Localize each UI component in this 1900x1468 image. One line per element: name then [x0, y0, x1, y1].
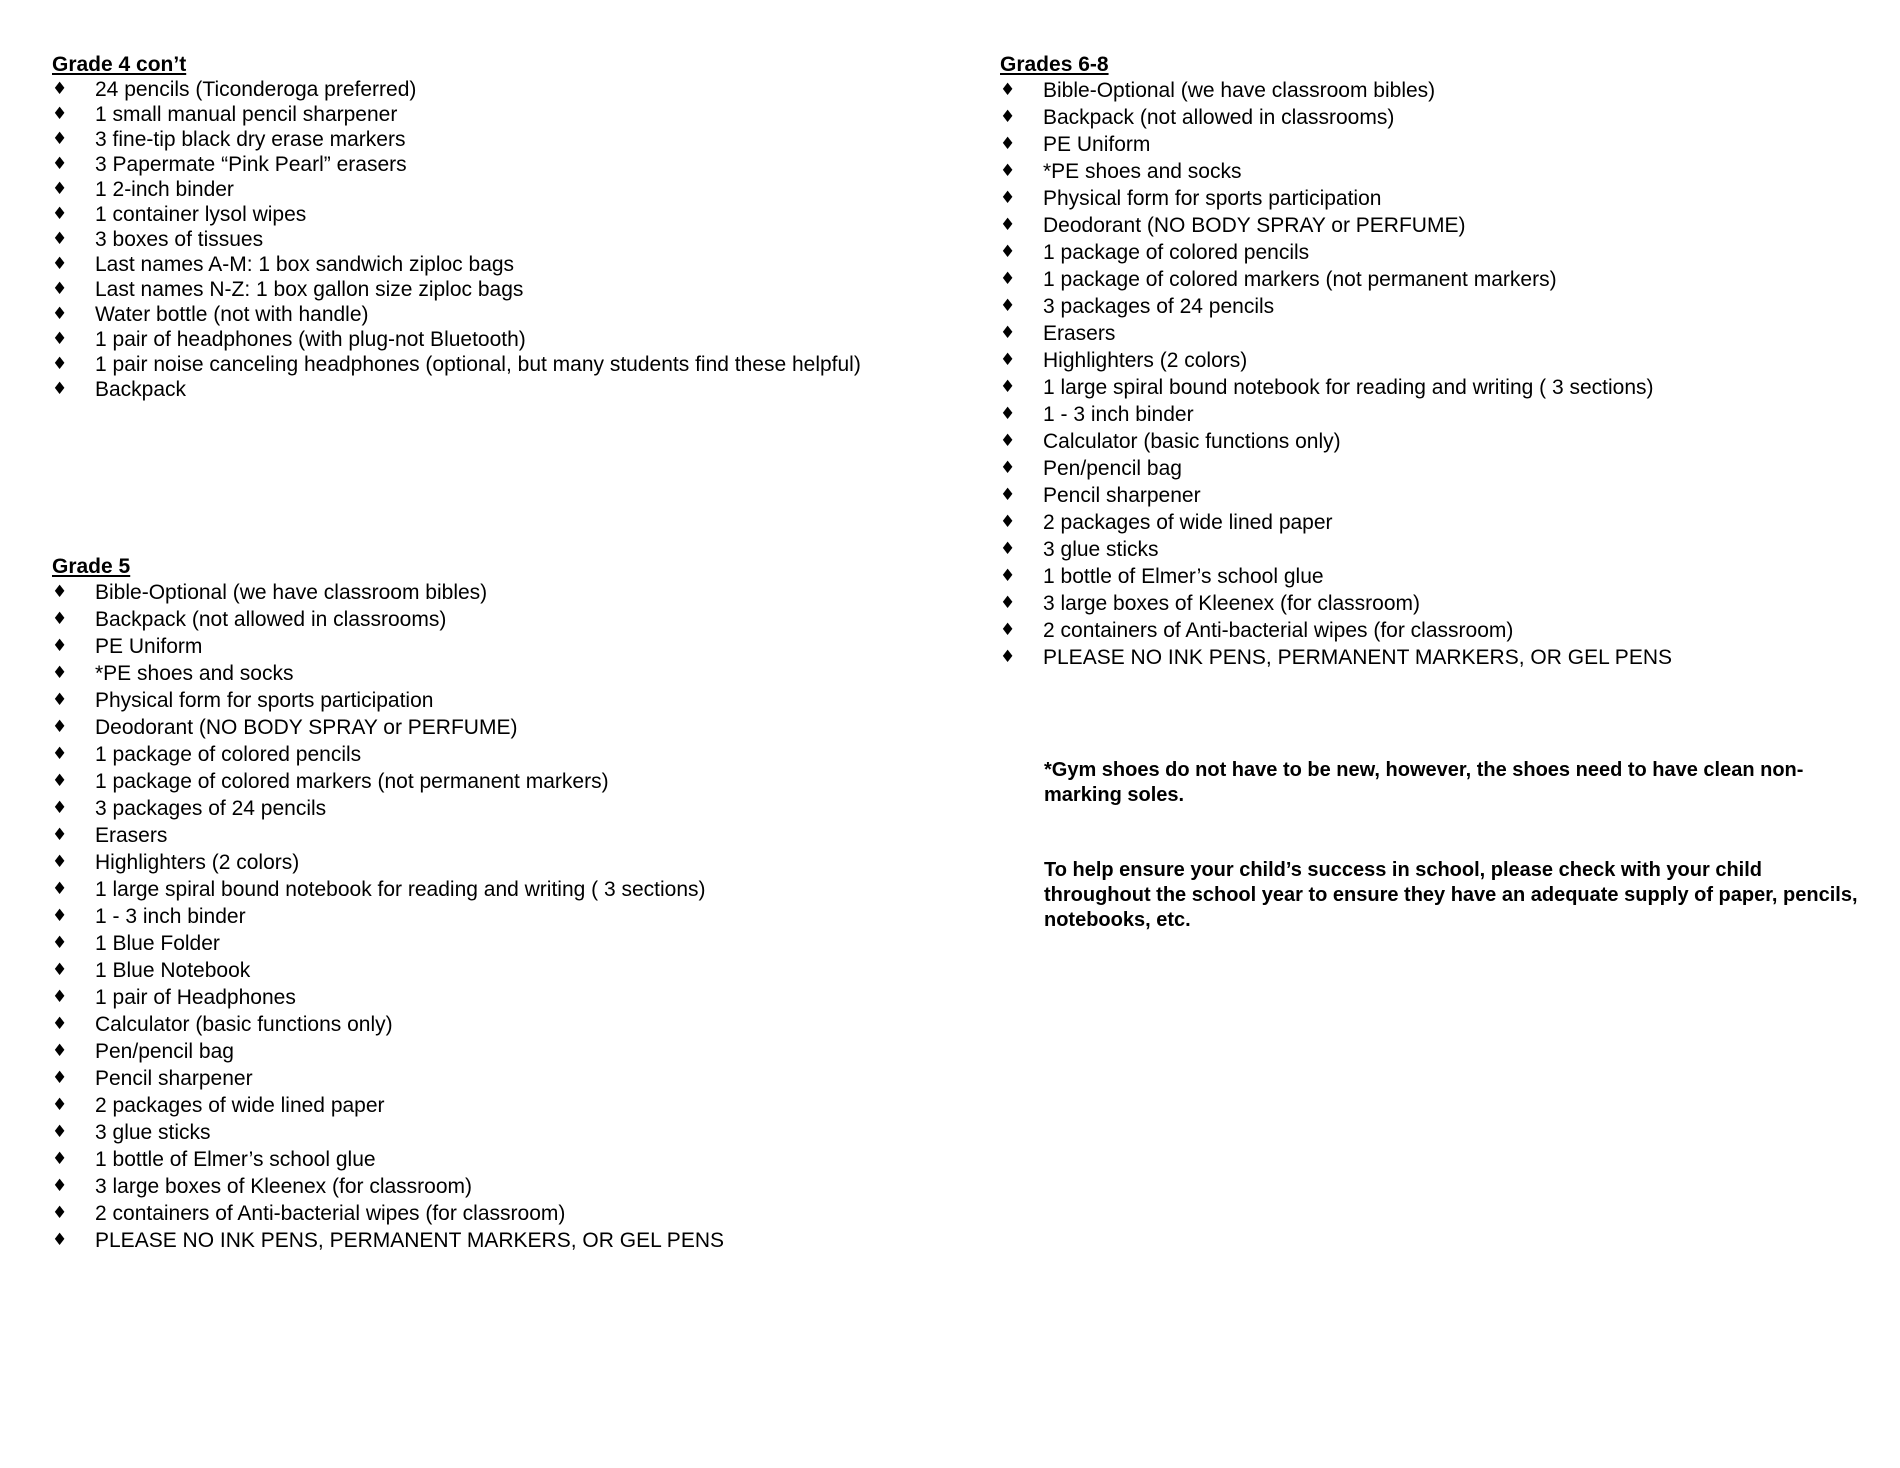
- list-item: [1000, 536, 1159, 563]
- grade-5-supply-list: [52, 579, 724, 1254]
- diamond-bullet-icon: ♦: [1000, 404, 1016, 424]
- list-item-text: PE Uniform: [1043, 133, 1151, 156]
- list-item: [52, 795, 327, 822]
- list-item: [1000, 239, 1310, 266]
- list-item-text: 3 packages of 24 pencils: [95, 797, 327, 820]
- diamond-bullet-icon: ♦: [1000, 269, 1016, 289]
- list-item: [52, 1065, 253, 1092]
- list-item-text: 1 pair noise canceling headphones (optional, but many students find these helpful): [95, 353, 861, 376]
- gym-shoes-note: *Gym shoes do not have to be new, however, the shoes need to have clean non-marking soles.: [1044, 759, 1804, 806]
- list-item: [52, 822, 168, 849]
- list-item: [1000, 590, 1421, 617]
- list-item-text: Water bottle (not with handle): [95, 303, 369, 326]
- grades-6-8-supply-list: [1000, 77, 1672, 671]
- list-item: [52, 1146, 376, 1173]
- list-item-text: Physical form for sports participation: [1043, 187, 1382, 210]
- list-item-text: 1 Blue Folder: [95, 932, 220, 955]
- diamond-bullet-icon: ♦: [52, 1041, 68, 1061]
- diamond-bullet-icon: ♦: [52, 1122, 68, 1142]
- list-item: [52, 660, 294, 687]
- list-item: [1000, 401, 1194, 428]
- supply-check-note: To help ensure your child’s success in school, please check with your child throughout the school year to ensure they have an adequate supply of paper, pencils, notebooks, etc.: [1044, 859, 1858, 931]
- diamond-bullet-icon: ♦: [52, 663, 68, 683]
- list-item: [52, 1173, 473, 1200]
- list-item-text: 1 - 3 inch binder: [95, 905, 246, 928]
- list-item-text: 3 fine-tip black dry erase markers: [95, 128, 406, 151]
- list-item: [52, 102, 398, 127]
- diamond-bullet-icon: ♦: [52, 154, 68, 174]
- diamond-bullet-icon: ♦: [52, 129, 68, 149]
- list-item-text: Last names N-Z: 1 box gallon size ziploc bags: [95, 278, 524, 301]
- list-item: [1000, 644, 1672, 671]
- diamond-bullet-icon: ♦: [52, 1203, 68, 1223]
- list-item-text: 3 glue sticks: [1043, 538, 1159, 561]
- diamond-bullet-icon: ♦: [52, 354, 68, 374]
- diamond-bullet-icon: ♦: [52, 1176, 68, 1196]
- diamond-bullet-icon: ♦: [1000, 485, 1016, 505]
- list-item: [1000, 212, 1466, 239]
- diamond-bullet-icon: ♦: [52, 1068, 68, 1088]
- list-item: [52, 849, 300, 876]
- diamond-bullet-icon: ♦: [52, 1095, 68, 1115]
- list-item-text: 3 glue sticks: [95, 1121, 211, 1144]
- list-item-text: 1 large spiral bound notebook for reading and writing ( 3 sections): [95, 878, 706, 901]
- diamond-bullet-icon: ♦: [52, 933, 68, 953]
- list-item-text: Pen/pencil bag: [1043, 457, 1182, 480]
- list-item: [52, 327, 526, 352]
- list-item: [1000, 77, 1436, 104]
- diamond-bullet-icon: ♦: [52, 609, 68, 629]
- list-item: [1000, 563, 1324, 590]
- list-item: [52, 687, 434, 714]
- list-item-text: PLEASE NO INK PENS, PERMANENT MARKERS, OR GEL PENS: [95, 1229, 724, 1252]
- list-item-text: 1 package of colored markers (not permanent markers): [1043, 268, 1557, 291]
- list-item: [52, 202, 307, 227]
- list-item-text: *PE shoes and socks: [95, 662, 294, 685]
- diamond-bullet-icon: ♦: [1000, 323, 1016, 343]
- list-item-text: 1 pair of Headphones: [95, 986, 296, 1009]
- diamond-bullet-icon: ♦: [52, 960, 68, 980]
- diamond-bullet-icon: ♦: [1000, 215, 1016, 235]
- list-item-text: Bible-Optional (we have classroom bibles): [1043, 79, 1436, 102]
- list-item: [1000, 104, 1395, 131]
- list-item-text: Highlighters (2 colors): [1043, 349, 1248, 372]
- list-item-text: 3 large boxes of Kleenex (for classroom): [95, 1175, 473, 1198]
- list-item: [52, 606, 447, 633]
- grade-4-supply-list: [52, 77, 861, 402]
- list-item: [52, 633, 203, 660]
- list-item-text: Highlighters (2 colors): [95, 851, 300, 874]
- list-item-text: Pencil sharpener: [1043, 484, 1201, 507]
- diamond-bullet-icon: ♦: [52, 104, 68, 124]
- list-item-text: 1 container lysol wipes: [95, 203, 307, 226]
- diamond-bullet-icon: ♦: [1000, 431, 1016, 451]
- list-item: [1000, 158, 1242, 185]
- diamond-bullet-icon: ♦: [52, 254, 68, 274]
- list-item: [1000, 293, 1275, 320]
- list-item: [1000, 131, 1151, 158]
- list-item-text: Last names A-M: 1 box sandwich ziploc bags: [95, 253, 515, 276]
- list-item-text: 1 bottle of Elmer’s school glue: [1043, 565, 1324, 588]
- list-item-text: 1 package of colored pencils: [1043, 241, 1310, 264]
- list-item-text: 1 pair of headphones (with plug-not Bluetooth): [95, 328, 526, 351]
- diamond-bullet-icon: ♦: [1000, 539, 1016, 559]
- grade-4-title: Grade 4 con’t: [52, 53, 187, 76]
- list-item-text: Backpack (not allowed in classrooms): [1043, 106, 1395, 129]
- diamond-bullet-icon: ♦: [52, 582, 68, 602]
- list-item: [52, 177, 234, 202]
- list-item: [52, 152, 407, 177]
- list-item-text: Pencil sharpener: [95, 1067, 253, 1090]
- list-item: [1000, 374, 1654, 401]
- diamond-bullet-icon: ♦: [1000, 242, 1016, 262]
- list-item-text: Calculator (basic functions only): [1043, 430, 1341, 453]
- list-item-text: 2 packages of wide lined paper: [95, 1094, 385, 1117]
- diamond-bullet-icon: ♦: [52, 744, 68, 764]
- list-item-text: Calculator (basic functions only): [95, 1013, 393, 1036]
- list-item: [52, 930, 220, 957]
- grade-5-section: [52, 554, 724, 1254]
- list-item: [1000, 617, 1514, 644]
- list-item: [52, 1227, 724, 1254]
- list-item: [1000, 455, 1182, 482]
- list-item-text: Backpack (not allowed in classrooms): [95, 608, 447, 631]
- list-item: [52, 984, 296, 1011]
- list-item-text: Physical form for sports participation: [95, 689, 434, 712]
- list-item: [52, 252, 515, 277]
- list-item: [52, 277, 524, 302]
- list-item: [1000, 185, 1382, 212]
- diamond-bullet-icon: ♦: [1000, 566, 1016, 586]
- list-item: [52, 876, 706, 903]
- diamond-bullet-icon: ♦: [52, 636, 68, 656]
- diamond-bullet-icon: ♦: [52, 879, 68, 899]
- diamond-bullet-icon: ♦: [52, 717, 68, 737]
- list-item-text: 3 Papermate “Pink Pearl” erasers: [95, 153, 407, 176]
- list-item: [52, 77, 417, 102]
- diamond-bullet-icon: ♦: [52, 279, 68, 299]
- diamond-bullet-icon: ♦: [1000, 620, 1016, 640]
- diamond-bullet-icon: ♦: [1000, 161, 1016, 181]
- diamond-bullet-icon: ♦: [52, 79, 68, 99]
- list-item-text: 1 large spiral bound notebook for reading and writing ( 3 sections): [1043, 376, 1654, 399]
- list-item-text: 1 package of colored markers (not permanent markers): [95, 770, 609, 793]
- diamond-bullet-icon: ♦: [52, 798, 68, 818]
- list-item-text: 1 2-inch binder: [95, 178, 234, 201]
- list-item-text: 1 Blue Notebook: [95, 959, 251, 982]
- list-item-text: Pen/pencil bag: [95, 1040, 234, 1063]
- list-item: [52, 1119, 211, 1146]
- diamond-bullet-icon: ♦: [1000, 134, 1016, 154]
- list-item: [52, 1092, 385, 1119]
- grade-4-section: [52, 52, 861, 402]
- diamond-bullet-icon: ♦: [1000, 647, 1016, 667]
- list-item-text: Backpack: [95, 378, 187, 401]
- list-item: [52, 957, 251, 984]
- list-item: [52, 1038, 234, 1065]
- list-item: [1000, 428, 1341, 455]
- diamond-bullet-icon: ♦: [1000, 512, 1016, 532]
- grades-6-8-section: [1000, 52, 1672, 671]
- diamond-bullet-icon: ♦: [1000, 377, 1016, 397]
- list-item: [52, 1011, 393, 1038]
- diamond-bullet-icon: ♦: [1000, 188, 1016, 208]
- diamond-bullet-icon: ♦: [52, 825, 68, 845]
- list-item-text: 2 containers of Anti-bacterial wipes (for classroom): [1043, 619, 1514, 642]
- list-item-text: 2 packages of wide lined paper: [1043, 511, 1333, 534]
- grades-6-8-title: Grades 6-8: [1000, 53, 1109, 76]
- diamond-bullet-icon: ♦: [1000, 296, 1016, 316]
- list-item: [52, 377, 186, 402]
- list-item: [52, 127, 406, 152]
- diamond-bullet-icon: ♦: [52, 987, 68, 1007]
- list-item: [52, 1200, 566, 1227]
- list-item-text: Deodorant (NO BODY SPRAY or PERFUME): [1043, 214, 1466, 237]
- list-item-text: 1 package of colored pencils: [95, 743, 362, 766]
- diamond-bullet-icon: ♦: [1000, 80, 1016, 100]
- diamond-bullet-icon: ♦: [52, 379, 68, 399]
- list-item-text: 3 packages of 24 pencils: [1043, 295, 1275, 318]
- diamond-bullet-icon: ♦: [52, 690, 68, 710]
- list-item: [1000, 482, 1201, 509]
- diamond-bullet-icon: ♦: [52, 1014, 68, 1034]
- list-item: [52, 768, 609, 795]
- list-item: [52, 903, 246, 930]
- diamond-bullet-icon: ♦: [1000, 350, 1016, 370]
- list-item: [52, 302, 369, 327]
- list-item-text: Erasers: [95, 824, 168, 847]
- list-item-text: 24 pencils (Ticonderoga preferred): [95, 78, 417, 101]
- list-item: [52, 352, 861, 377]
- diamond-bullet-icon: ♦: [52, 771, 68, 791]
- list-item-text: Erasers: [1043, 322, 1116, 345]
- diamond-bullet-icon: ♦: [1000, 593, 1016, 613]
- list-item: [52, 227, 264, 252]
- list-item: [1000, 347, 1248, 374]
- diamond-bullet-icon: ♦: [52, 1230, 68, 1250]
- list-item-text: 1 small manual pencil sharpener: [95, 103, 398, 126]
- diamond-bullet-icon: ♦: [52, 1149, 68, 1169]
- list-item: [52, 714, 518, 741]
- diamond-bullet-icon: ♦: [52, 204, 68, 224]
- list-item-text: 1 bottle of Elmer’s school glue: [95, 1148, 376, 1171]
- list-item-text: 3 boxes of tissues: [95, 228, 264, 251]
- diamond-bullet-icon: ♦: [52, 229, 68, 249]
- grade-5-title: Grade 5: [52, 555, 131, 578]
- diamond-bullet-icon: ♦: [52, 179, 68, 199]
- list-item-text: 1 - 3 inch binder: [1043, 403, 1194, 426]
- list-item-text: 2 containers of Anti-bacterial wipes (for classroom): [95, 1202, 566, 1225]
- list-item: [1000, 320, 1116, 347]
- diamond-bullet-icon: ♦: [1000, 458, 1016, 478]
- list-item: [52, 741, 362, 768]
- diamond-bullet-icon: ♦: [52, 329, 68, 349]
- list-item-text: 3 large boxes of Kleenex (for classroom): [1043, 592, 1421, 615]
- list-item-text: Deodorant (NO BODY SPRAY or PERFUME): [95, 716, 518, 739]
- list-item: [52, 579, 488, 606]
- diamond-bullet-icon: ♦: [52, 852, 68, 872]
- list-item-text: PE Uniform: [95, 635, 203, 658]
- list-item-text: PLEASE NO INK PENS, PERMANENT MARKERS, OR GEL PENS: [1043, 646, 1672, 669]
- list-item: [1000, 266, 1557, 293]
- list-item-text: *PE shoes and socks: [1043, 160, 1242, 183]
- list-item-text: Bible-Optional (we have classroom bibles): [95, 581, 488, 604]
- diamond-bullet-icon: ♦: [52, 304, 68, 324]
- diamond-bullet-icon: ♦: [52, 906, 68, 926]
- list-item: [1000, 509, 1333, 536]
- diamond-bullet-icon: ♦: [1000, 107, 1016, 127]
